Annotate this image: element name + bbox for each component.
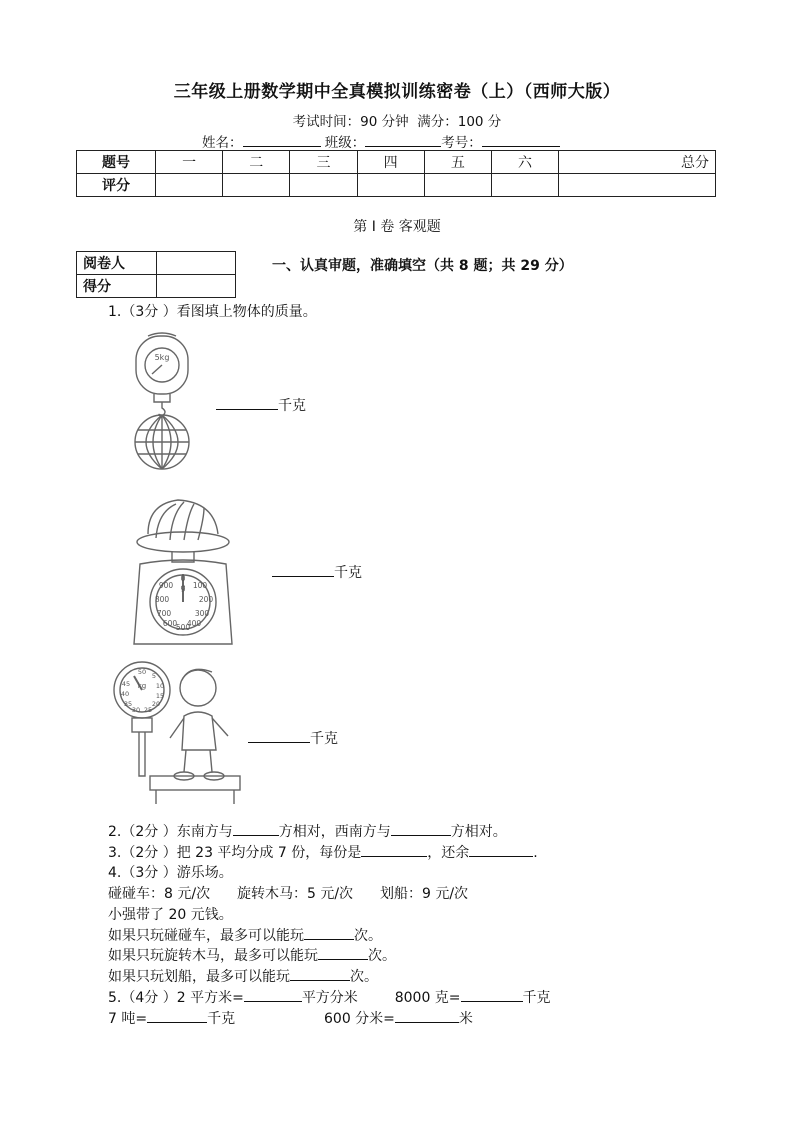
q5-text-g: 600 分米= <box>324 1011 395 1027</box>
q2-text-c: 方相对。 <box>450 824 507 840</box>
reviewer-cell[interactable] <box>157 252 236 275</box>
blank-scale-2[interactable] <box>272 562 334 577</box>
exam-no-label: 考号： <box>441 135 482 151</box>
q5-blank-3[interactable] <box>147 1008 207 1023</box>
question-no-label: 题号 <box>77 151 156 174</box>
question-2 <box>108 821 507 841</box>
reviewer-label: 阅卷人 <box>77 252 157 275</box>
column-total: 总分 <box>559 151 716 174</box>
q3-blank-2[interactable] <box>469 842 533 857</box>
answer-scale-1 <box>216 395 306 415</box>
reviewer-score-label: 得分 <box>77 275 157 298</box>
question-1: 1.（3分 ）看图填上物体的质量。 <box>108 304 317 320</box>
q5-text-d: 千克 <box>522 990 551 1006</box>
dial-800: 800 <box>154 595 170 604</box>
price-boat: 划船：9 元/次 <box>379 886 469 902</box>
reviewer-table <box>76 251 236 298</box>
name-blank[interactable] <box>243 132 321 147</box>
dial3-35: 35 <box>123 700 133 708</box>
part-title: 第 I 卷 客观题 <box>353 219 441 235</box>
dial-900: 900 <box>158 581 174 590</box>
q4-prices <box>108 883 468 903</box>
unit-kg-3: 千克 <box>310 731 338 747</box>
q3-blank-1[interactable] <box>361 842 427 857</box>
scale1-dial-label: 5kg <box>154 353 170 362</box>
q4-l1-text: 如果只玩碰碰车，最多可以能玩 <box>108 928 304 944</box>
column-6: 六 <box>491 151 558 174</box>
q5-text-h: 米 <box>458 1011 473 1027</box>
score-cell[interactable] <box>290 174 357 197</box>
q5-text-b: 平方分米 <box>301 990 358 1006</box>
q4-l2-text: 如果只玩旋转木马，最多可以能玩 <box>108 948 318 964</box>
score-row-label: 评分 <box>77 174 156 197</box>
dial3-20: 20 <box>151 700 161 708</box>
exam-info <box>0 110 794 130</box>
q2-text-b: 方相对，西南方与 <box>278 824 391 840</box>
answer-scale-3 <box>248 728 338 748</box>
dial-400: 400 <box>186 619 202 628</box>
score-table-score-row <box>77 174 716 197</box>
exam-title: 三年级上册数学期中全真模拟训练密卷（上）（西师大版） <box>173 82 621 102</box>
dial-0: 0 <box>180 574 186 583</box>
dial-200: 200 <box>198 595 214 604</box>
score-cell[interactable] <box>491 174 558 197</box>
dial-100: 100 <box>192 581 208 590</box>
dial3-10: 10 <box>155 682 165 690</box>
q4-money: 小强带了 20 元钱。 <box>108 907 233 923</box>
dial-300: 300 <box>194 609 210 618</box>
dial-500: 500 <box>175 623 191 632</box>
answer-scale-2 <box>272 562 362 582</box>
q4-l3-text: 如果只玩划船，最多可以能玩 <box>108 969 290 985</box>
full-score: 满分：100 分 <box>417 114 502 130</box>
q4-blank-3[interactable] <box>290 966 350 981</box>
question-4: 4.（3分 ）游乐场。 <box>108 865 233 881</box>
q3-text-a: 3.（2分 ）把 23 平均分成 7 份，每份是 <box>108 845 362 861</box>
q5-blank-4[interactable] <box>395 1008 459 1023</box>
dial-600: 600 <box>162 619 178 628</box>
section-1-title: 一、认真审题，准确填空（共 8 题；共 29 分） <box>272 258 573 274</box>
q5-text-e: 7 吨= <box>108 1011 148 1027</box>
question-5-row-2 <box>108 1008 473 1028</box>
q4-l2-times: 次。 <box>368 948 396 964</box>
blank-scale-1[interactable] <box>216 395 278 410</box>
q5-blank-1[interactable] <box>244 987 302 1002</box>
question-5-row-1 <box>108 987 551 1007</box>
dial-unit-g: g <box>180 583 186 592</box>
q5-text-f: 千克 <box>207 1011 236 1027</box>
price-bumper-car: 碰碰车：8 元/次 <box>108 886 211 902</box>
column-2: 二 <box>223 151 290 174</box>
q2-blank-1[interactable] <box>233 821 279 836</box>
q4-line-2 <box>108 945 396 965</box>
unit-kg-2: 千克 <box>334 565 362 581</box>
q5-blank-2[interactable] <box>461 987 523 1002</box>
q3-text-b: ，还余 <box>427 845 470 861</box>
score-table <box>76 150 716 197</box>
class-blank[interactable] <box>365 132 441 147</box>
dial3-45: 45 <box>121 680 131 688</box>
reviewer-row <box>77 252 236 275</box>
exam-no-blank[interactable] <box>482 132 560 147</box>
class-label: 班级： <box>324 135 366 151</box>
platform-scale-figure <box>112 658 242 810</box>
column-1: 一 <box>156 151 223 174</box>
dial3-40: 40 <box>120 690 130 698</box>
score-cell[interactable] <box>156 174 223 197</box>
reviewer-score-row <box>77 275 236 298</box>
name-label: 姓名： <box>202 135 243 151</box>
dial3-15: 15 <box>155 692 165 700</box>
q4-l3-times: 次。 <box>350 969 378 985</box>
reviewer-score-cell[interactable] <box>157 275 236 298</box>
q4-line-1 <box>108 925 382 945</box>
q2-blank-2[interactable] <box>391 821 451 836</box>
q4-line-3 <box>108 966 378 986</box>
dial-700: 700 <box>156 609 172 618</box>
dial3-25: 25 <box>143 706 153 714</box>
score-cell[interactable] <box>424 174 491 197</box>
question-3 <box>108 842 538 862</box>
column-3: 三 <box>290 151 357 174</box>
dial3-unit: kg <box>137 682 147 690</box>
blank-scale-3[interactable] <box>248 728 310 743</box>
price-carousel: 旋转木马：5 元/次 <box>236 886 354 902</box>
q5-text-c: 8000 克= <box>394 990 461 1006</box>
dial3-30: 30 <box>131 706 141 714</box>
hanging-scale-figure <box>124 330 200 472</box>
dial3-50: 50 <box>137 668 147 676</box>
score-table-header-row <box>77 151 716 174</box>
q2-text-a: 2.（2分 ）东南方与 <box>108 824 233 840</box>
q3-text-c: . <box>533 845 538 861</box>
column-4: 四 <box>357 151 424 174</box>
q4-blank-1[interactable] <box>304 925 354 940</box>
kitchen-scale-figure <box>128 494 240 648</box>
q4-l1-times: 次。 <box>354 928 382 944</box>
score-cell[interactable] <box>559 174 716 197</box>
dial3-5: 5 <box>151 672 157 680</box>
unit-kg-1: 千克 <box>278 398 306 414</box>
score-cell[interactable] <box>357 174 424 197</box>
exam-time: 考试时间：90 分钟 <box>292 114 409 130</box>
student-info-line <box>202 131 560 151</box>
q5-text-a: 5.（4分 ）2 平方米= <box>108 990 244 1006</box>
q4-blank-2[interactable] <box>318 945 368 960</box>
column-5: 五 <box>424 151 491 174</box>
score-cell[interactable] <box>223 174 290 197</box>
